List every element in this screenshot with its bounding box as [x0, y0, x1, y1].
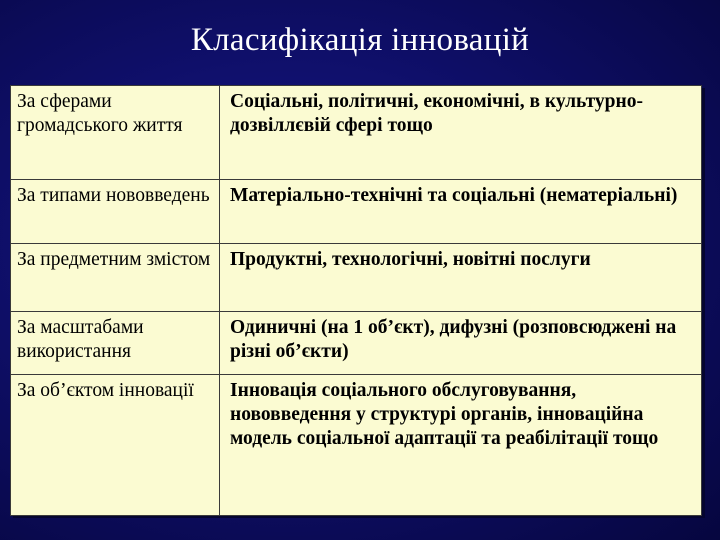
description-cell: Одиничні (на 1 об’єкт), дифузні (розповсюджені на різні об’єкти): [220, 312, 702, 375]
description-cell: Соціальні, політичні, економічні, в культурно-дозвіллєвій сфері тощо: [220, 86, 702, 180]
category-cell: За об’єктом інновації: [11, 375, 220, 516]
category-cell: За типами нововведень: [11, 180, 220, 244]
category-cell: За сферами громадського життя: [11, 86, 220, 180]
description-cell: Матеріально-технічні та соціальні (нематеріальні): [220, 180, 702, 244]
description-cell: Продуктні, технологічні, новітні послуги: [220, 244, 702, 312]
table-row: [11, 375, 702, 516]
classification-grid: [10, 85, 702, 516]
table-row: [11, 244, 702, 312]
slide-title: Класифікація інновацій: [190, 22, 530, 58]
description-cell: Інновація соціального обслуговування, нововведення у структурі органів, інноваційна модель соціальної адаптації та реабілітації тощо: [220, 375, 702, 516]
table-row: [11, 312, 702, 375]
table-row: [11, 180, 702, 244]
category-cell: За масштабами використання: [11, 312, 220, 375]
classification-table: [10, 85, 702, 515]
category-cell: За предметним змістом: [11, 244, 220, 312]
table-row: [11, 86, 702, 180]
